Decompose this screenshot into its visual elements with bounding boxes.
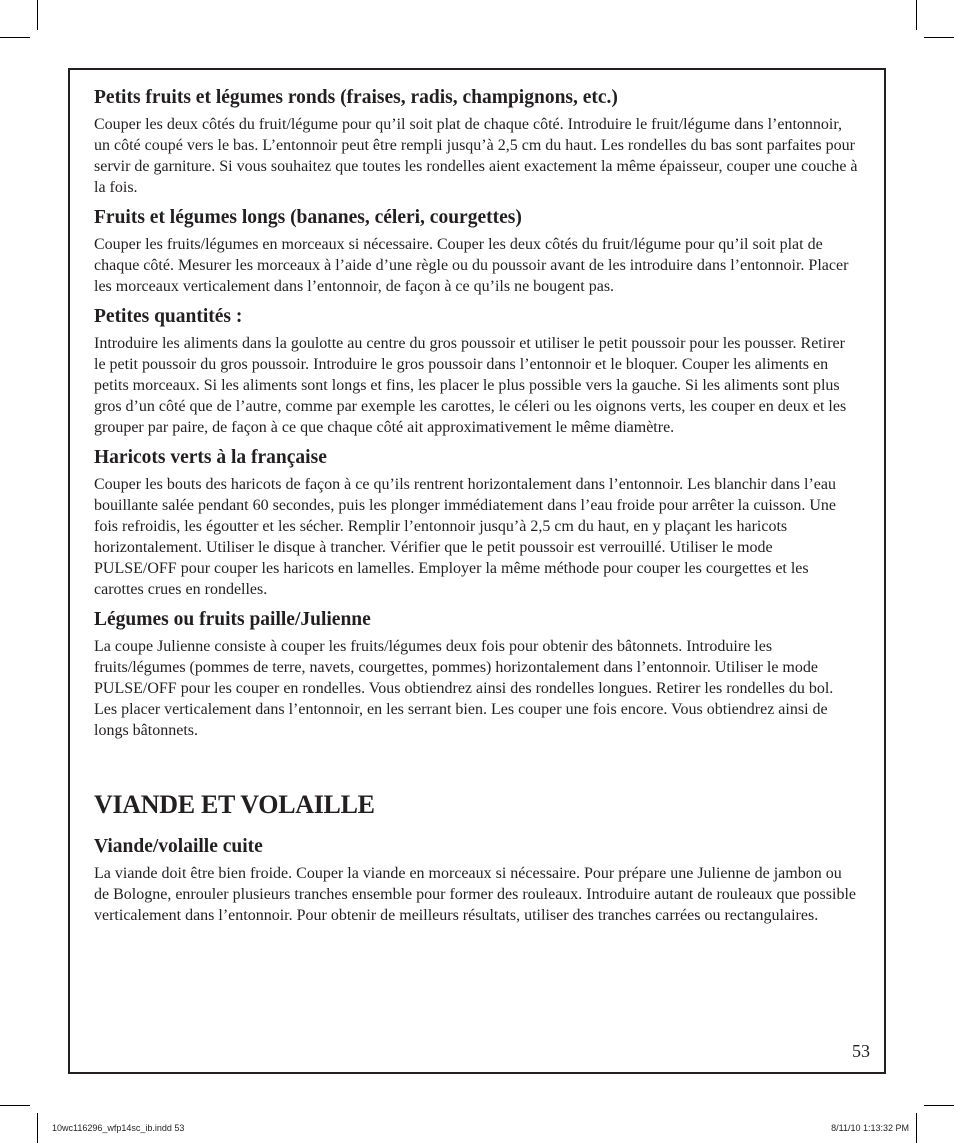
page-content — [94, 86, 858, 934]
section-heading: Viande/volaille cuite — [94, 836, 263, 857]
section-heading: Légumes ou fruits paille/Julienne — [94, 609, 371, 630]
crop-mark — [0, 37, 30, 38]
section-heading: Haricots verts à la française — [94, 447, 327, 468]
page-number: 53 — [852, 1041, 870, 1061]
section-heading: Petites quantités : — [94, 306, 243, 327]
section-text: La coupe Julienne consiste à couper les fruits/légumes deux fois pour obtenir des bâtonnets. Introduire les fruits/légumes (pommes de terre, navets, courgettes, pommes) horizontalement dans l’entonnoir. Utiliser le mode PULSE/OFF pour les couper en rondelles. Vous obtiendrez ainsi des rondelles longues. Retirer les rondelles du bol. Les placer verticalement dans l’entonnoir, en les serrant bien. Les couper une fois encore. Vous obtiendrez ainsi de longs bâtonnets. — [94, 638, 834, 739]
page-frame — [68, 68, 886, 1074]
crop-mark — [916, 0, 917, 30]
section-text: Couper les deux côtés du fruit/légume pour qu’il soit plat de chaque côté. Introduire le fruit/légume dans l’entonnoir, un côté coupé vers le bas. L’entonnoir peut être rempli jusqu’à 2,5 cm du haut. Les rondelles du bas sont parfaites pour servir de garniture. Si vous souhaitez que toutes les rondelles aient exactement la même épaisseur, couper une couche à la fois. — [94, 116, 858, 196]
crop-mark — [37, 1113, 38, 1143]
crop-mark — [37, 0, 38, 30]
slug-file: 10wc116296_wfp14sc_ib.indd 53 — [52, 1123, 185, 1133]
section-text: La viande doit être bien froide. Couper la viande en morceaux si nécessaire. Pour prépare une Julienne de jambon ou de Bologne, enrouler plusieurs tranches ensemble pour former des rouleaux. Introduire autant de rouleaux que possible verticalement dans l’entonnoir. Pour obtenir de meilleurs résultats, utiliser des tranches carrées ou rectangulaires. — [94, 865, 856, 924]
section-title: VIANDE ET VOLAILLE — [94, 790, 375, 819]
section-text: Couper les fruits/légumes en morceaux si nécessaire. Couper les deux côtés du fruit/légume pour qu’il soit plat de chaque côté. Mesurer les morceaux à l’aide d’une règle ou du poussoir avant de les introduire dans l’entonnoir. Placer les morceaux verticalement dans l’entonnoir, de façon à ce qu’ils ne bougent pas. — [94, 236, 849, 295]
crop-mark — [924, 37, 954, 38]
crop-mark — [924, 1105, 954, 1106]
crop-mark — [0, 1105, 30, 1106]
section-heading: Petits fruits et légumes ronds (fraises, radis, champignons, etc.) — [94, 87, 618, 108]
slug-date: 8/11/10 1:13:32 PM — [831, 1123, 909, 1133]
crop-mark — [916, 1113, 917, 1143]
section-text: Introduire les aliments dans la goulotte au centre du gros poussoir et utiliser le petit poussoir pour les pousser. Retirer le petit poussoir du gros poussoir. Introduire le gros poussoir dans l’entonnoir et le bloquer. Couper les aliments en petits morceaux. Si les aliments sont longs et fins, les placer le plus possible vers la gauche. Si les aliments sont plus gros d’un côté que de l’autre, comme par exemple les carottes, le céleri ou les oignons verts, les couper en deux et les grouper par paire, de façon à ce que chaque côté ait approximativement le même diamètre. — [94, 335, 847, 436]
section-heading: Fruits et légumes longs (bananes, céleri, courgettes) — [94, 207, 522, 228]
section-text: Couper les bouts des haricots de façon à ce qu’ils rentrent horizontalement dans l’entonnoir. Les blanchir dans l’eau bouillante salée pendant 60 secondes, puis les plonger immédiatement dans l’eau froide pour arrêter la cuisson. Une fois refroidis, les égoutter et les sécher. Remplir l’entonnoir jusqu’à 2,5 cm du haut, en y plaçant les haricots horizontalement. Utiliser le disque à trancher. Vérifier que le petit poussoir est verrouillé. Utiliser le mode PULSE/OFF pour couper les haricots en lamelles. Employer la même méthode pour couper les courgettes et les carottes crues en rondelles. — [94, 476, 836, 598]
